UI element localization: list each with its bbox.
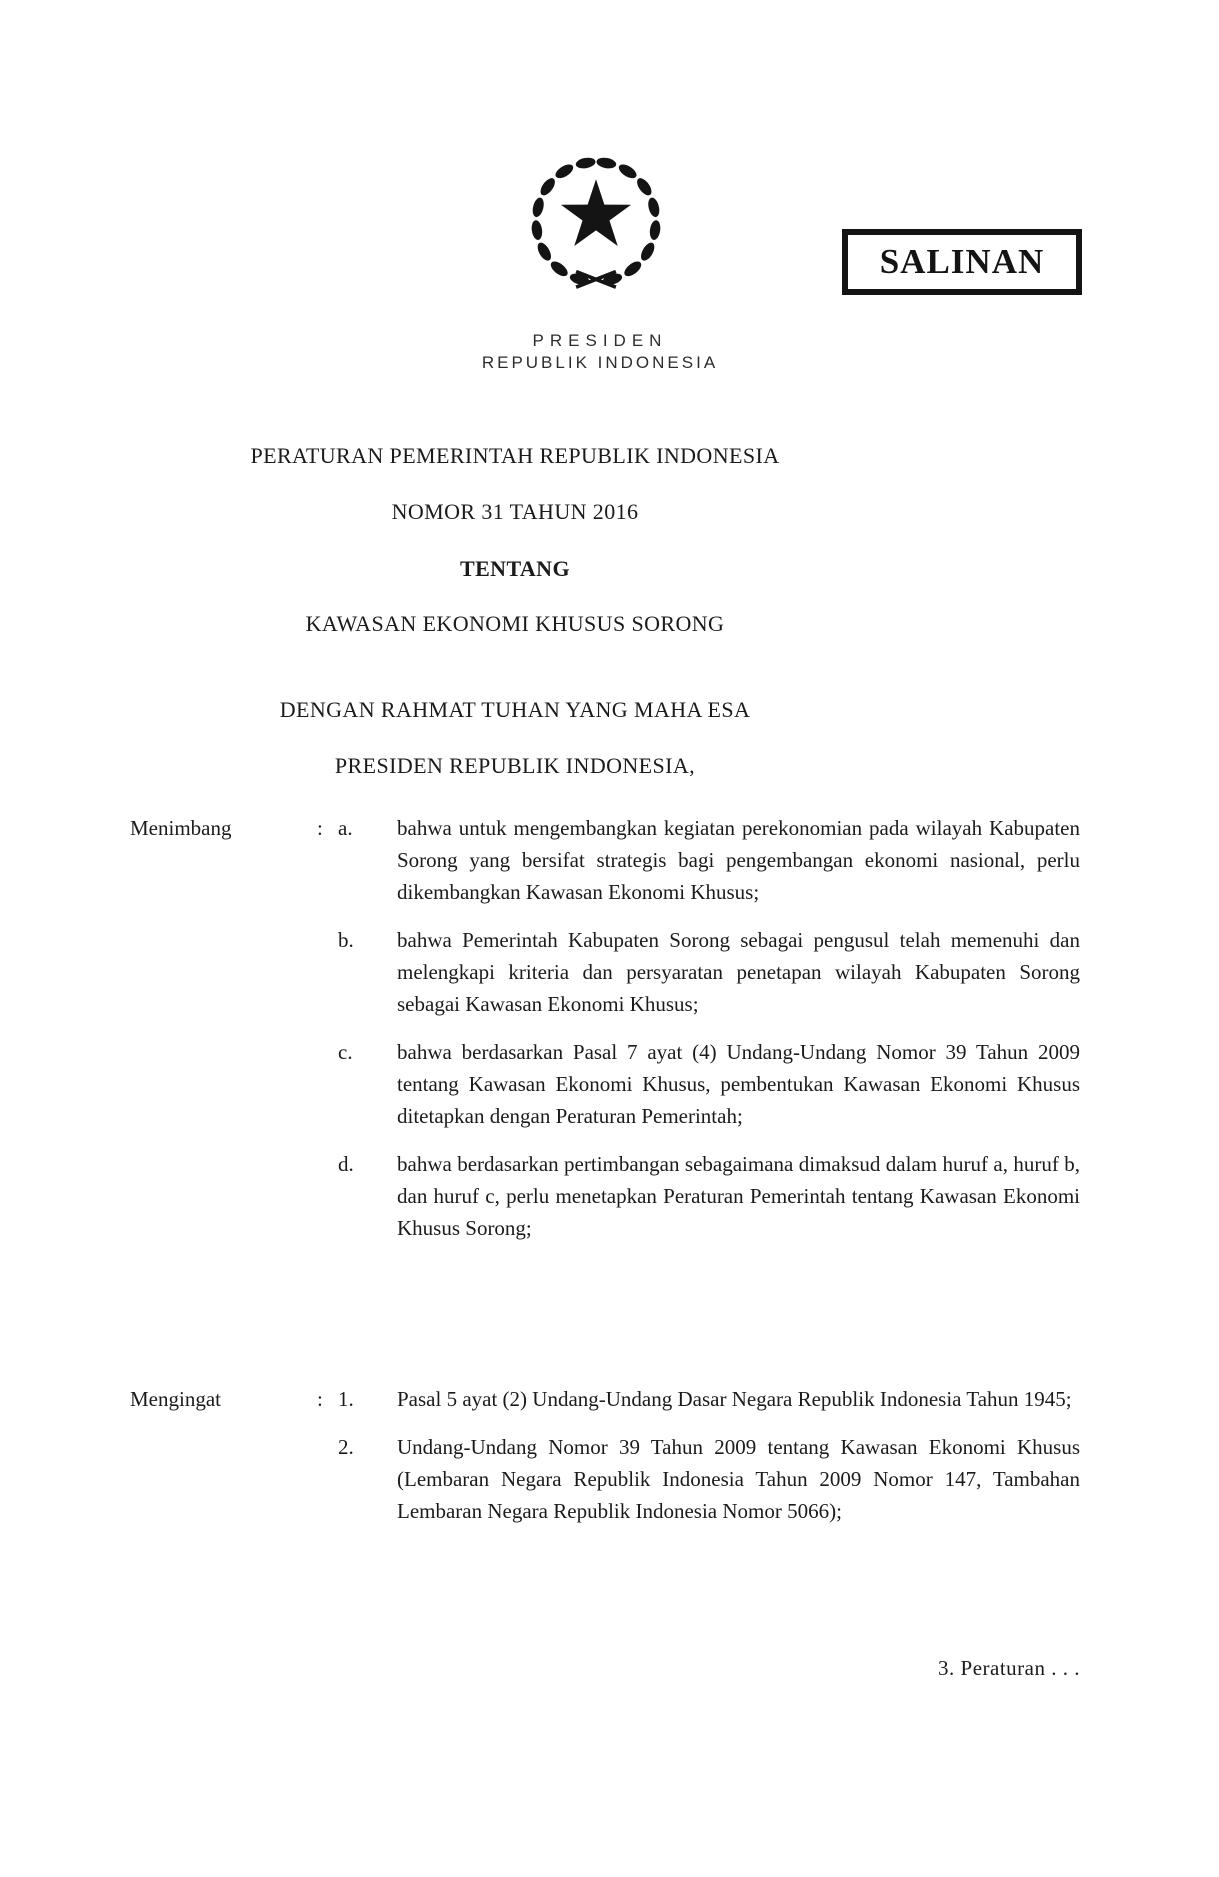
item-marker: b.: [338, 928, 354, 952]
remembering-section: [130, 1383, 1080, 1527]
item-text: bahwa berdasarkan pertimbangan sebagaimana dimaksud dalam huruf a, huruf b, dan huruf c, perlu menetapkan Peraturan Pemerintah tentang Kawasan Ekonomi Khusus Sorong;: [397, 1152, 1080, 1240]
item-marker: a.: [338, 816, 353, 840]
regulation-subject: KAWASAN EKONOMI KHUSUS SORONG: [305, 611, 725, 636]
item-marker: c.: [338, 1040, 353, 1064]
salinan-label: SALINAN: [879, 242, 1045, 281]
item-text: Pasal 5 ayat (2) Undang-Undang Dasar Negara Republik Indonesia Tahun 1945;: [397, 1387, 1072, 1411]
item-text: bahwa berdasarkan Pasal 7 ayat (4) Undang-Undang Nomor 39 Tahun 2009 tentang Kawasan Ekonomi Khusus, pembentukan Kawasan Ekonomi Khusus ditetapkan dengan Peraturan Pemerintah;: [397, 1040, 1080, 1128]
regulation-number: NOMOR 31 TAHUN 2016: [391, 499, 639, 524]
considering-items: [338, 812, 1080, 1244]
regulation-title: PERATURAN PEMERINTAH REPUBLIK INDONESIA: [250, 443, 780, 468]
list-item: [338, 1148, 1080, 1244]
list-item: [338, 1383, 1080, 1415]
list-item: [338, 1431, 1080, 1527]
item-marker: 2.: [338, 1435, 354, 1459]
authority-line: PRESIDEN REPUBLIK INDONESIA,: [334, 753, 696, 778]
considering-label: Menimbang: [130, 816, 232, 840]
letterhead: [420, 330, 780, 374]
letterhead-republik-indonesia: REPUBLIK INDONESIA: [481, 353, 719, 372]
star-wreath-emblem-icon: [525, 143, 667, 295]
invocation-line: DENGAN RAHMAT TUHAN YANG MAHA ESA: [279, 697, 751, 722]
letterhead-presiden: PRESIDEN: [532, 331, 668, 350]
item-text: bahwa Pemerintah Kabupaten Sorong sebagai pengusul telah memenuhi dan melengkapi kriteria dan persyaratan penetapan wilayah Kabupaten Sorong sebagai Kawasan Ekonomi Khusus;: [397, 928, 1080, 1016]
remembering-colon: :: [317, 1387, 323, 1411]
item-text: bahwa untuk mengembangkan kegiatan perekonomian pada wilayah Kabupaten Sorong yang bersifat strategis bagi pengembangan ekonomi nasional, perlu dikembangkan Kawasan Ekonomi Khusus;: [397, 816, 1080, 904]
list-item: [338, 812, 1080, 908]
considering-section: [130, 812, 1080, 1244]
presidential-emblem: [525, 143, 667, 295]
page-catchword: 3. Peraturan . . .: [938, 1656, 1080, 1680]
remembering-items: [338, 1383, 1080, 1527]
item-text: Undang-Undang Nomor 39 Tahun 2009 tentang Kawasan Ekonomi Khusus (Lembaran Negara Republik Indonesia Tahun 2009 Nomor 147, Tambahan Lembaran Negara Republik Indonesia Nomor 5066);: [397, 1435, 1080, 1523]
list-item: [338, 924, 1080, 1020]
list-item: [338, 1036, 1080, 1132]
item-marker: d.: [338, 1152, 354, 1176]
remembering-label: Mengingat: [130, 1387, 221, 1411]
tentang-label: TENTANG: [460, 556, 570, 581]
considering-colon: :: [317, 816, 323, 840]
item-marker: 1.: [338, 1387, 354, 1411]
salinan-stamp: [842, 229, 1082, 295]
